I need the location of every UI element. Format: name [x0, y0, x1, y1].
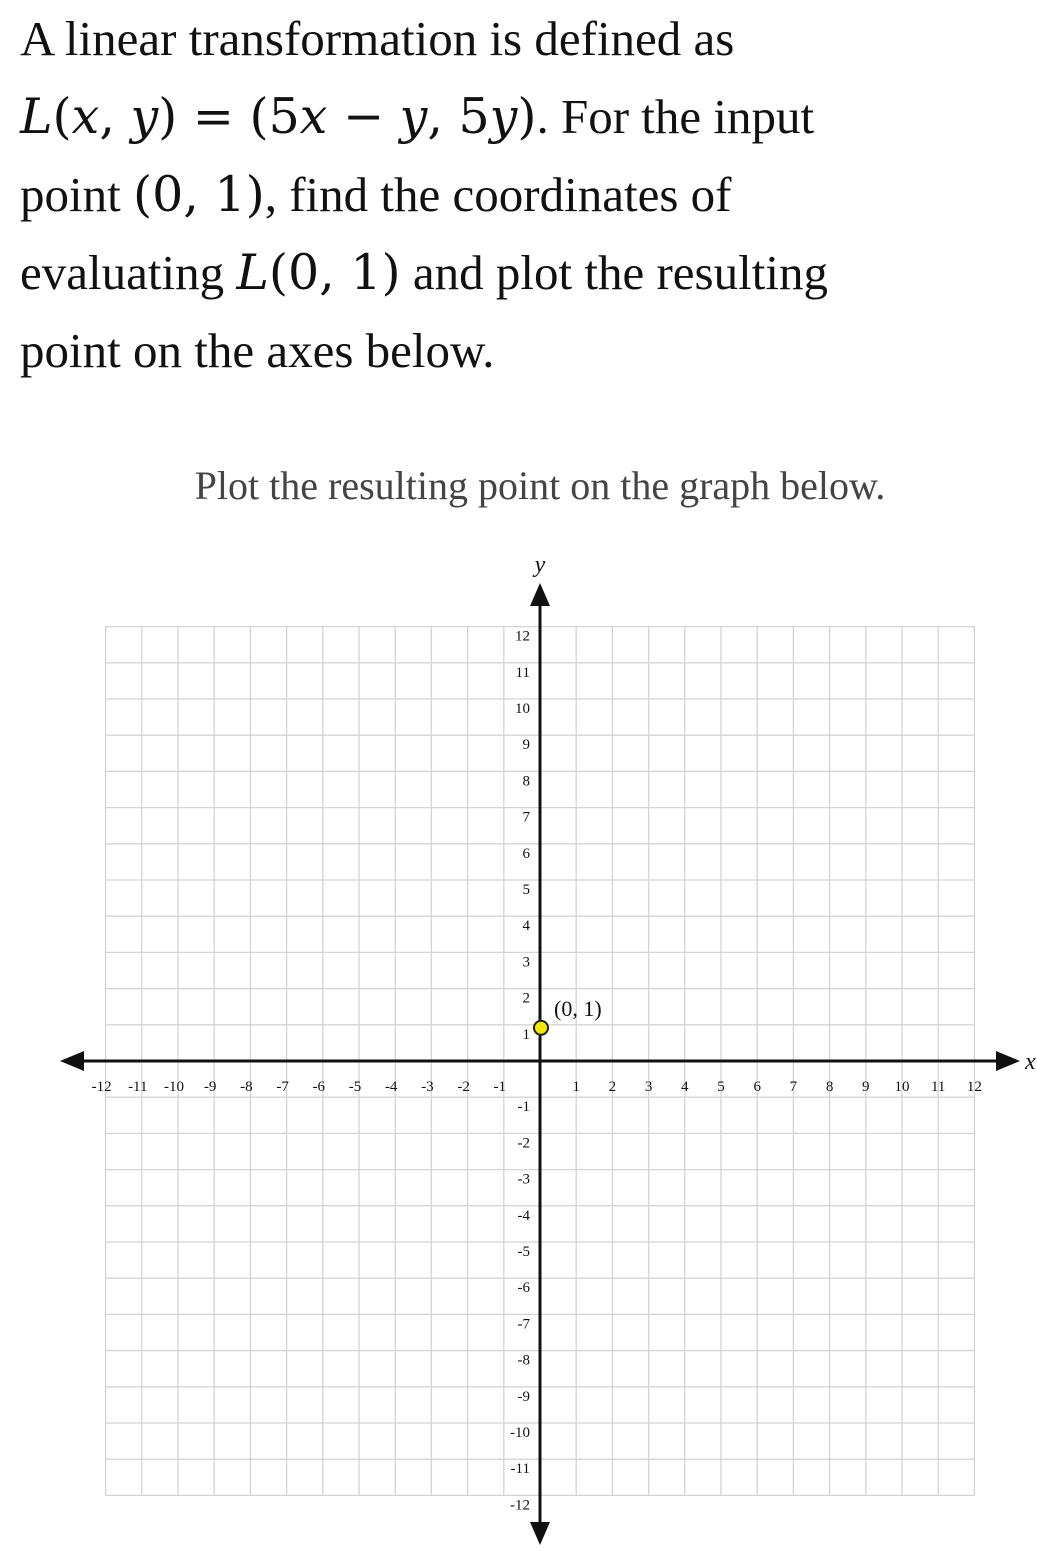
x-tick-label: -5 — [348, 1079, 362, 1095]
y-tick-label: 1 — [522, 1026, 530, 1043]
y-tick-label: 3 — [522, 954, 530, 971]
y-tick-label: 4 — [522, 918, 530, 935]
y-tick-label: -8 — [517, 1352, 530, 1369]
y-tick-label: -3 — [517, 1171, 530, 1188]
question-line-3-text-b: , find the coordinates of — [264, 167, 732, 222]
y-tick-label: -10 — [510, 1425, 530, 1441]
question-line-2-text: . For the input — [536, 89, 815, 144]
x-axis-right-arrow — [996, 1051, 1020, 1071]
x-tick-label: -8 — [240, 1079, 253, 1095]
x-tick-label: 8 — [825, 1079, 834, 1095]
x-tick-label: -3 — [421, 1079, 434, 1095]
x-tick-label: 1 — [572, 1079, 580, 1095]
x-tick-label: 4 — [681, 1079, 689, 1095]
y-tick-label: -2 — [517, 1135, 530, 1152]
x-tick-label: 12 — [966, 1079, 982, 1095]
x-axis-left-arrow — [60, 1051, 84, 1071]
x-axis-label: x — [1025, 1049, 1036, 1075]
y-axis-label: y — [534, 552, 546, 578]
y-tick-label: 9 — [522, 737, 530, 754]
x-tick-label: 6 — [753, 1079, 761, 1095]
points-layer — [534, 996, 602, 1035]
transformation-formula: L(x, y) = (5x − y, 5y) — [20, 88, 537, 145]
x-tick-label: 5 — [717, 1079, 725, 1095]
y-tick-labels — [510, 629, 531, 1514]
y-tick-label: 6 — [522, 845, 530, 862]
plot-instruction: Plot the resulting point on the graph below. — [194, 463, 886, 508]
y-tick-label: 5 — [522, 882, 530, 898]
y-tick-label: 8 — [522, 773, 530, 790]
evaluation-expression: L(0, 1) — [236, 244, 401, 301]
y-tick-label: -1 — [517, 1099, 530, 1116]
x-tick-label: 3 — [644, 1079, 653, 1095]
x-tick-label: -2 — [457, 1079, 470, 1095]
x-tick-label: 7 — [789, 1079, 798, 1095]
y-tick-label: -6 — [517, 1280, 530, 1297]
x-tick-label: -7 — [276, 1079, 289, 1095]
x-tick-label: -4 — [384, 1079, 398, 1095]
y-axis-down-arrow — [530, 1522, 550, 1545]
question-line-1: A linear transformation is defined as — [20, 11, 735, 66]
y-tick-label: -7 — [517, 1316, 530, 1333]
x-tick-label: -12 — [91, 1079, 112, 1095]
x-tick-label: 9 — [862, 1079, 870, 1095]
x-tick-label: -1 — [493, 1079, 507, 1095]
y-tick-label: 10 — [515, 701, 530, 717]
question-line-3-text-a: point — [20, 167, 121, 222]
y-tick-label: 11 — [515, 664, 530, 681]
input-point: (0, 1) — [132, 166, 265, 223]
x-tick-label: -9 — [203, 1079, 217, 1095]
x-tick-label: -10 — [164, 1079, 184, 1095]
question-line-4-text-a: evaluating — [20, 245, 225, 300]
y-tick-label: -12 — [510, 1497, 530, 1514]
y-tick-label: 2 — [522, 990, 530, 1007]
x-tick-label: -11 — [128, 1079, 148, 1095]
y-tick-label: -9 — [517, 1388, 530, 1405]
question-line-4-text-b: and plot the resulting — [412, 245, 828, 300]
y-tick-label: 12 — [515, 628, 530, 645]
x-tick-label: 10 — [894, 1079, 910, 1095]
x-tick-label: -6 — [312, 1079, 326, 1095]
x-tick-label: 2 — [608, 1079, 617, 1095]
x-tick-labels — [92, 1079, 982, 1095]
y-tick-label: -5 — [517, 1244, 530, 1260]
question-line-5: point on the axes below. — [20, 323, 495, 378]
plotted-point[interactable] — [534, 1021, 548, 1035]
y-tick-label: -11 — [510, 1461, 530, 1478]
x-tick-label: 11 — [930, 1079, 946, 1095]
y-tick-label: 7 — [522, 809, 530, 826]
y-tick-label: -4 — [517, 1207, 530, 1224]
plotted-point-label: (0, 1) — [554, 995, 602, 1021]
y-axis-up-arrow — [530, 583, 550, 606]
